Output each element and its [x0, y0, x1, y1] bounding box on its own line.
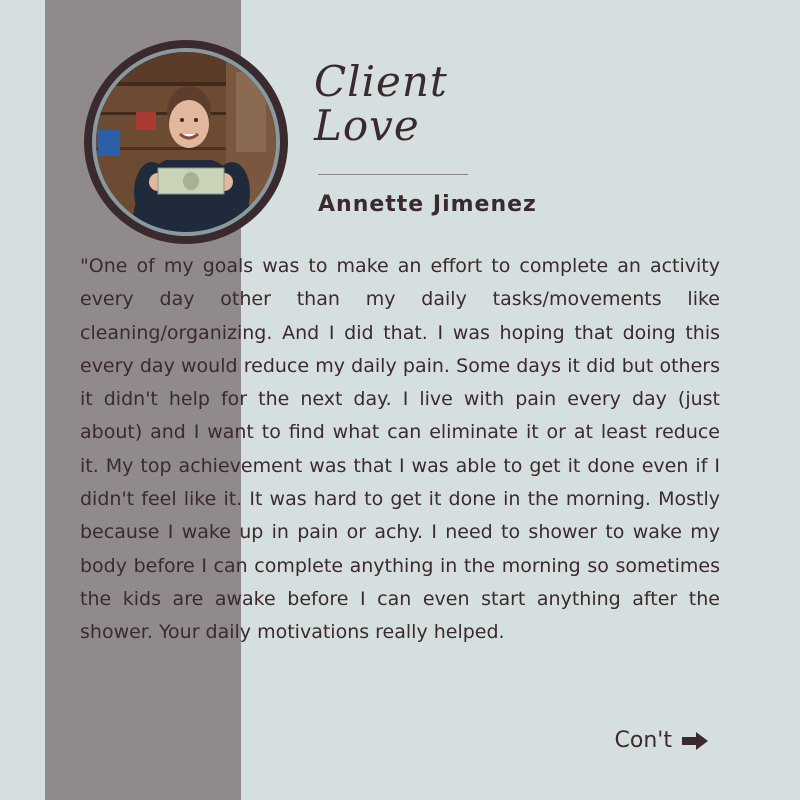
arrow-right-icon: [680, 731, 710, 751]
photo-ring: [92, 48, 280, 236]
title-line-2: Love: [314, 101, 420, 150]
continue-label: Con't: [614, 728, 672, 753]
title-line-1: Client: [314, 57, 448, 106]
title-divider: [318, 174, 468, 175]
client-photo-frame: [84, 40, 288, 244]
client-name: Annette Jimenez: [318, 192, 537, 217]
continue-button[interactable]: [615, 728, 710, 753]
client-photo: [96, 52, 276, 232]
page-title: [314, 57, 514, 150]
client-photo-image: [96, 52, 276, 232]
testimonial-text: "One of my goals was to make an effort to complete an activity every day other than my daily tasks/movements like cleaning/organizing. And I did that. I was hoping that doing this every day would reduce my daily pain. Some days it did but others it didn't help for the next day. I live with pain every day (just about) and I want to find what can eliminate it or at least reduce it. My top achievement was that I was able to get it done even if I didn't feel like it. It was hard to get it done in the morning. Mostly because I wake up in pain or achy. I need to shower to wake my body before I can complete anything in the morning so sometimes the kids are awake before I can even start anything after the shower. Your daily motivations really helped.: [80, 255, 720, 644]
